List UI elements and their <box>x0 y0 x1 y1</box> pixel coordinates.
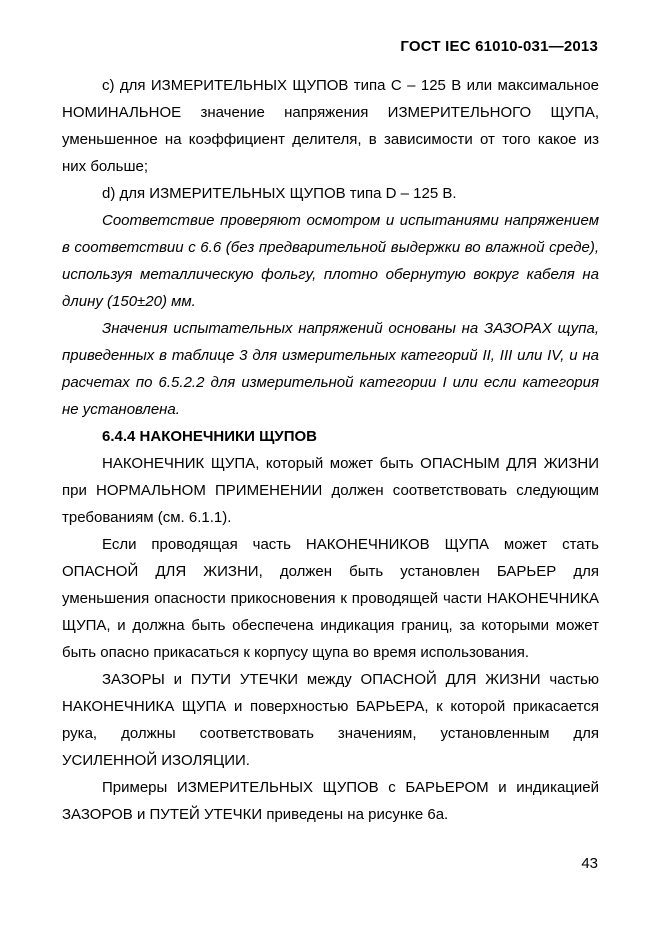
paragraph-item-c: c) для ИЗМЕРИТЕЛЬНЫХ ЩУПОВ типа C – 125 В или максимальное НОМИНАЛЬНОЕ значение напряжения ИЗМЕРИТЕЛЬНОГО ЩУПА, уменьшенное на коэффициент делителя, в зависимости от того какое из них больше; <box>62 77 599 175</box>
compliance-note: Соответствие проверяют осмотром и испытаниями напряжением в соответствии с 6.6 (без предварительной выдержки во влажной среде), используя металлическую фольгу, плотно обернутую вокруг кабеля на длину (150±20) мм. <box>62 212 599 310</box>
paragraph-examples: Примеры ИЗМЕРИТЕЛЬНЫХ ЩУПОВ с БАРЬЕРОМ и индикацией ЗАЗОРОВ и ПУТЕЙ УТЕЧКИ приведены на рисунке 6а. <box>62 779 599 823</box>
document-body <box>62 72 599 828</box>
section-heading: 6.4.4 НАКОНЕЧНИКИ ЩУПОВ <box>102 428 318 445</box>
paragraph-barrier: Если проводящая часть НАКОНЕЧНИКОВ ЩУПА может стать ОПАСНОЙ ДЛЯ ЖИЗНИ, должен быть установлен БАРЬЕР для уменьшения опасности прикосновения к проводящей части НАКОНЕЧНИКА ЩУПА, и должна быть обеспечена индикация границ, за которыми может быть опасно прикасаться к корпусу щупа во время использования. <box>62 536 599 661</box>
document-header: ГОСТ IEC 61010-031—2013 <box>400 38 598 55</box>
paragraph-clearances: ЗАЗОРЫ и ПУТИ УТЕЧКИ между ОПАСНОЙ ДЛЯ ЖИЗНИ частью НАКОНЕЧНИКА ЩУПА и поверхностью БАРЬЕРА, к которой прикасается рука, должны соответствовать значениям, установленным для УСИЛЕННОЙ ИЗОЛЯЦИИ. <box>62 671 599 769</box>
paragraph-probe-tip: НАКОНЕЧНИК ЩУПА, который может быть ОПАСНЫМ ДЛЯ ЖИЗНИ при НОРМАЛЬНОМ ПРИМЕНЕНИИ должен соответствовать следующим требованиям (см. 6.1.1). <box>62 455 599 526</box>
test-voltage-note: Значения испытательных напряжений основаны на ЗАЗОРАХ щупа, приведенных в таблице 3 для измерительных категорий II, III или IV, и на расчетах по 6.5.2.2 для измерительной категории I или если категория не установлена. <box>62 320 599 418</box>
page-number: 43 <box>581 855 598 872</box>
paragraph-item-d: d) для ИЗМЕРИТЕЛЬНЫХ ЩУПОВ типа D – 125 В. <box>102 185 457 202</box>
